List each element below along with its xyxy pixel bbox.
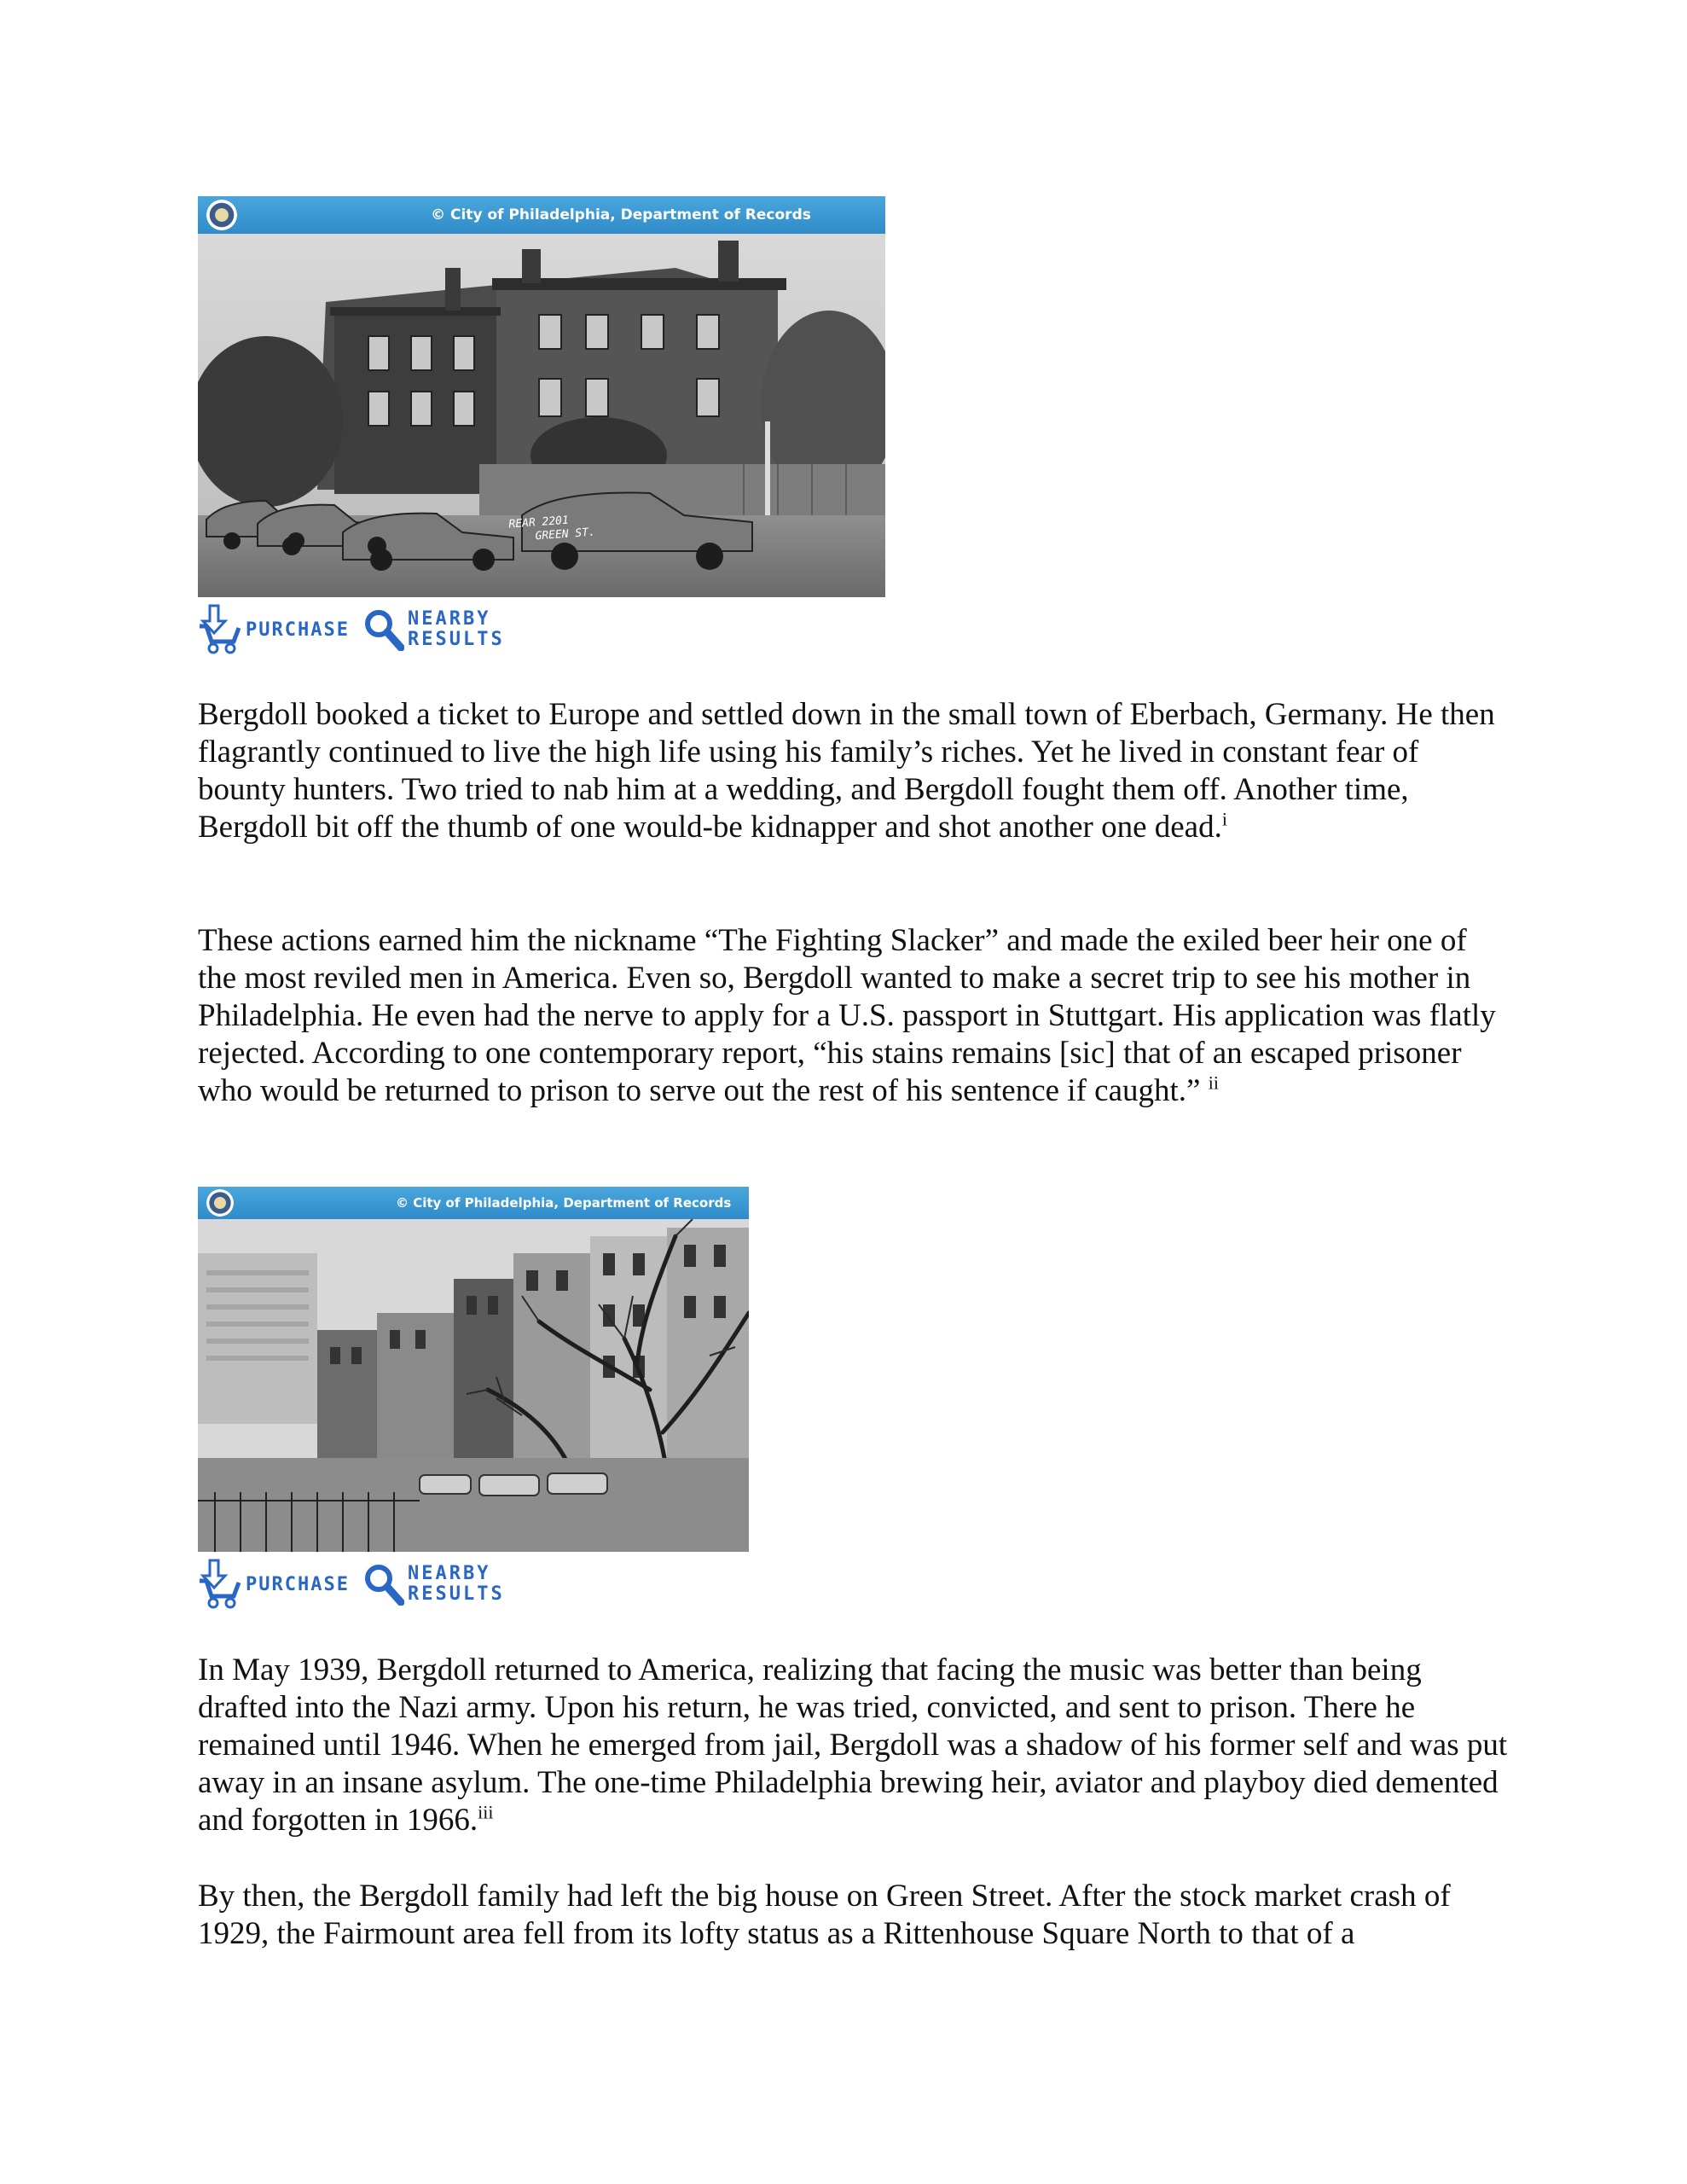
nearby-label: NEARBY	[407, 608, 491, 630]
archive-photo-street	[198, 1187, 749, 1552]
nearby-results-button[interactable]	[363, 608, 505, 651]
paragraph-1-text: Bergdoll booked a ticket to Europe and settled down in the small town of Eberbach, Germany. He then flagrantly continued to live the high life using his family’s riches. Yet he lived in constant fear of bounty hunters. Two tried to nab him at a wedding, and Bergdoll fought them off. Another time, Bergdoll bit off the thumb of one would-be kidnapper and shot another one dead.	[198, 697, 1495, 845]
paragraph-1	[198, 696, 1511, 846]
archive-photo-mansion	[198, 196, 885, 597]
paragraph-2-text: These actions earned him the nickname “The Fighting Slacker” and made the exiled beer heir one of the most reviled men in America. Even so, Bergdoll wanted to make a secret trip to see his mother in Philadelphia. He even had the nerve to apply for a U.S. passport in Stuttgart. His application was flatly rejected. According to one contemporary report, “his stains remains [sic] that of an escaped prisoner who would be returned to prison to serve out the rest of his sentence if caught.”	[198, 923, 1496, 1108]
city-seal-icon	[206, 1189, 234, 1217]
shopping-cart-icon	[198, 604, 242, 655]
photo-scene-street	[198, 1219, 749, 1552]
photo-block-1	[198, 196, 885, 657]
results-label: RESULTS	[407, 1583, 505, 1605]
paragraph-3	[198, 1652, 1511, 1839]
magnifier-icon	[363, 608, 404, 651]
photo-block-2	[198, 1187, 749, 1612]
photo-credit-banner	[198, 1187, 749, 1219]
shopping-cart-icon	[198, 1559, 242, 1610]
purchase-button[interactable]	[198, 1559, 350, 1610]
paragraph-2	[198, 922, 1511, 1110]
endnote-ref-i[interactable]: i	[1221, 808, 1227, 830]
magnifier-icon	[363, 1563, 404, 1606]
results-label: RESULTS	[407, 629, 505, 650]
paragraph-4-text: By then, the Bergdoll family had left the big house on Green Street. After the stock market crash of 1929, the Fairmount area fell from its lofty status as a Rittenhouse Square North to that of a	[198, 1879, 1451, 1951]
paragraph-4	[198, 1878, 1511, 1953]
endnote-ref-iii[interactable]: iii	[478, 1801, 494, 1823]
photo-sign-line-2: GREEN ST.	[535, 526, 596, 543]
photo-credit: © City of Philadelphia, Department of Records	[431, 206, 811, 224]
purchase-button[interactable]	[198, 604, 350, 655]
paragraph-3-text: In May 1939, Bergdoll returned to America, realizing that facing the music was better than being drafted into the Nazi army. Upon his return, he was tried, convicted, and sent to prison. There he remained until 1946. When he emerged from jail, Bergdoll was a shadow of his former self and was put away in an insane asylum. The one-time Philadelphia brewing heir, aviator and playboy died demented and forgotten in 1966.	[198, 1653, 1508, 1838]
photo-sign-line-1: REAR 2201	[508, 514, 570, 531]
nearby-results-button[interactable]	[363, 1563, 505, 1606]
city-seal-icon	[206, 200, 237, 230]
nearby-label: NEARBY	[407, 1563, 491, 1584]
photo-links	[198, 602, 885, 657]
photo-credit: © City of Philadelphia, Department of Records	[396, 1195, 732, 1211]
purchase-label: PURCHASE	[246, 1573, 350, 1595]
photo-credit-banner	[198, 196, 885, 234]
endnote-ref-ii[interactable]: ii	[1208, 1072, 1219, 1094]
purchase-label: PURCHASE	[246, 619, 350, 641]
photo-links	[198, 1557, 749, 1612]
photo-scene-mansion	[198, 234, 885, 597]
